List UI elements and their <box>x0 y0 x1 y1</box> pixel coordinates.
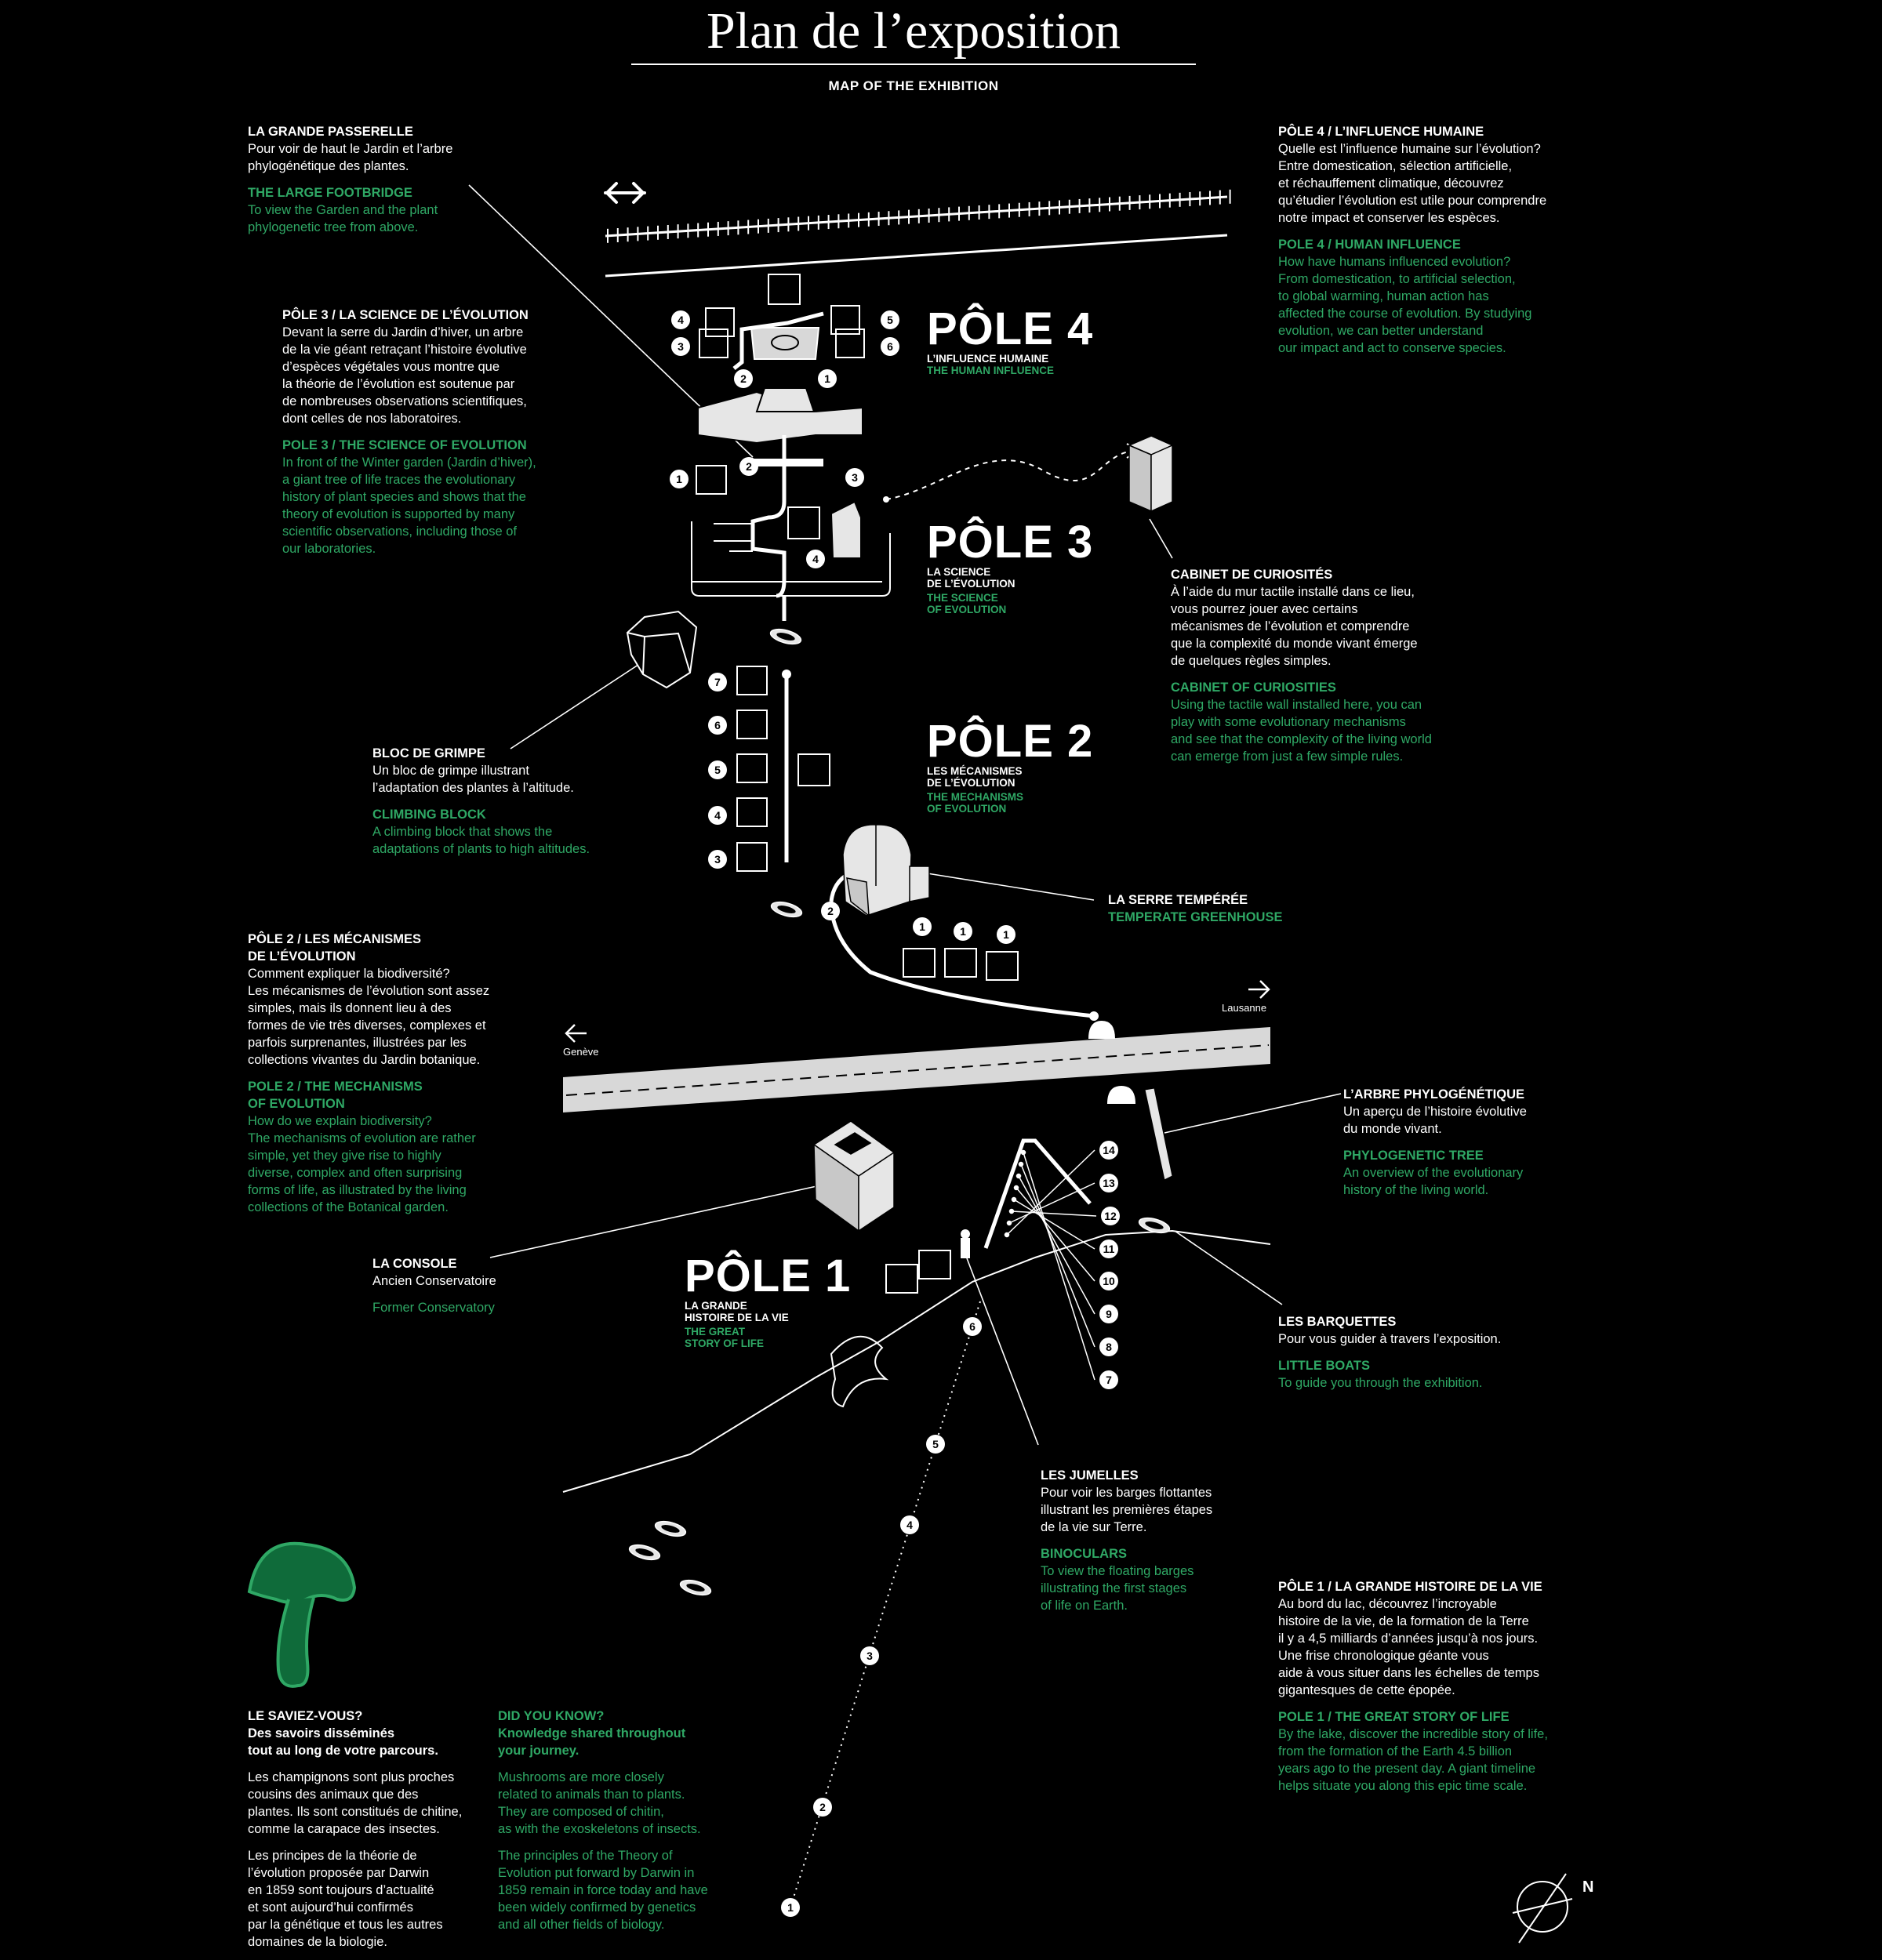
route-marker <box>1099 1174 1118 1192</box>
info-pole4 <box>1278 123 1546 357</box>
pole1-label: PÔLE 1 LA GRANDE HISTOIRE DE LA VIE THE GREAT STORY OF LIFE <box>685 1250 852 1349</box>
block-line-en: How do we explain biodiversity? <box>248 1114 432 1128</box>
info-did-you-know-en: DID YOU KNOW? Knowledge shared throughout your journey. Mushrooms are more closely related to animals than to plants. They are composed of chitin, as with the exoskeletons of insects. The principles of the Theory of Evolution put forward by Darwin in 1859 remain in force today and have been widely confirmed by genetics and all other fields of biology. <box>498 1709 708 1932</box>
svg-text:8: 8 <box>1106 1341 1112 1353</box>
block-line: de la vie géant retraçant l’histoire évolutive <box>282 343 527 357</box>
info-climbing-block <box>372 745 590 858</box>
block-line-en: scientific observations, including those of <box>282 524 517 539</box>
block-line: qu’étudier l’évolution est utile pour comprendre <box>1278 194 1547 208</box>
block-heading: BLOC DE GRIMPE <box>372 746 485 760</box>
svg-text:1: 1 <box>1003 928 1009 941</box>
route-marker <box>926 1435 945 1454</box>
block-heading-en: CLIMBING BLOCK <box>372 808 486 822</box>
svg-text:6: 6 <box>887 340 893 353</box>
block-line-en: forms of life, as illustrated by the living <box>248 1183 467 1197</box>
route-marker <box>821 902 840 920</box>
block-heading: LES JUMELLES <box>1041 1468 1139 1483</box>
route-marker <box>1099 1141 1118 1160</box>
route-marker <box>708 716 727 735</box>
info-pole1 <box>1278 1578 1548 1795</box>
svg-text:4: 4 <box>678 314 684 326</box>
block-heading: LA CONSOLE <box>372 1257 457 1271</box>
block-line-en: from the formation of the Earth 4.5 billion <box>1278 1744 1513 1759</box>
block-heading-en: CABINET OF CURIOSITIES <box>1171 681 1336 695</box>
svg-text:4: 4 <box>906 1519 913 1531</box>
route-marker <box>1099 1370 1118 1389</box>
route-marker <box>860 1646 879 1665</box>
block-line-en: play with some evolutionary mechanisms <box>1171 715 1406 729</box>
block-line-en: a giant tree of life traces the evolutionary <box>282 473 516 487</box>
cabinet-building-icon <box>1129 436 1172 511</box>
block-line-en: adaptations of plants to high altitudes. <box>372 842 590 856</box>
block-line: il y a 4,5 milliards d’années jusqu’à nos jours. <box>1278 1632 1539 1646</box>
block-line-en: A climbing block that shows the <box>372 825 553 839</box>
info-phylogenetic-tree <box>1343 1086 1527 1199</box>
block-line: Au bord du lac, découvrez l’incroyable <box>1278 1597 1497 1611</box>
svg-text:3: 3 <box>867 1650 873 1662</box>
info-pole2 <box>248 931 489 1216</box>
block-line: histoire de la vie, de la formation de la Terre <box>1278 1614 1529 1628</box>
block-line-en: our laboratories. <box>282 542 376 556</box>
block-line: de nombreuses observations scientifiques, <box>282 394 527 408</box>
svg-text:2: 2 <box>819 1801 826 1813</box>
block-heading-en: POLE 1 / THE GREAT STORY OF LIFE <box>1278 1710 1510 1724</box>
block-line-en: helps situate you along this epic time scale. <box>1278 1779 1528 1793</box>
block-heading-en: POLE 2 / THE MECHANISMS <box>248 1080 423 1094</box>
pole2-label: PÔLE 2 LES MÉCANISMES DE L’ÉVOLUTION THE MECHANISMS OF EVOLUTION <box>927 716 1094 815</box>
block-heading-en: BINOCULARS <box>1041 1547 1127 1561</box>
block-line: et réchauffement climatique, découvrez <box>1278 176 1504 191</box>
block-line: Entre domestication, sélection artificielle, <box>1278 159 1513 173</box>
block-line-en: affected the course of evolution. By studying <box>1278 307 1532 321</box>
route-marker <box>1101 1207 1120 1225</box>
info-cabinet <box>1171 566 1432 765</box>
block-heading-en: LITTLE BOATS <box>1278 1359 1371 1373</box>
route-marker <box>997 925 1015 944</box>
block-line: mécanismes de l’évolution et comprendre <box>1171 619 1410 633</box>
info-pole3 <box>282 307 536 557</box>
svg-text:1: 1 <box>676 473 682 485</box>
route-marker <box>954 922 972 941</box>
block-line: de la vie sur Terre. <box>1041 1520 1147 1534</box>
block-line: gigantesques de cette épopée. <box>1278 1683 1455 1697</box>
block-line-en: An overview of the evolutionary <box>1343 1166 1524 1180</box>
boat-icon <box>770 899 804 920</box>
block-heading-en: OF EVOLUTION <box>248 1097 345 1111</box>
block-line: collections vivantes du Jardin botanique. <box>248 1053 481 1067</box>
route-dot <box>883 496 889 503</box>
pole4-area <box>698 274 864 459</box>
block-line: vous pourrez jouer avec certains <box>1171 602 1358 616</box>
block-heading: PÔLE 1 / LA GRANDE HISTOIRE DE LA VIE <box>1278 1580 1542 1594</box>
block-line: Comment expliquer la biodiversité? <box>248 967 450 981</box>
block-line: Une frise chronologique géante vous <box>1278 1649 1489 1663</box>
block-line: Un aperçu de l’histoire évolutive <box>1343 1105 1527 1119</box>
block-heading: PÔLE 3 / LA SCIENCE DE L’ÉVOLUTION <box>282 308 529 322</box>
block-line: À l’aide du mur tactile installé dans ce lieu, <box>1171 585 1415 599</box>
route-marker <box>739 457 758 476</box>
city-geneve: Genève <box>563 1046 599 1058</box>
svg-text:4: 4 <box>812 553 819 565</box>
route-marker <box>1099 1272 1118 1290</box>
info-passerelle <box>248 123 452 236</box>
route-marker <box>1099 1240 1118 1258</box>
boat-icon <box>769 626 803 647</box>
pole3-area <box>692 463 890 621</box>
svg-text:11: 11 <box>1103 1243 1115 1255</box>
svg-text:7: 7 <box>714 676 721 688</box>
block-heading: DE L’ÉVOLUTION <box>248 949 356 964</box>
route-marker <box>1099 1305 1118 1323</box>
compass-icon <box>1513 1874 1572 1943</box>
route-marker <box>881 337 899 356</box>
train-station-icon <box>605 183 645 202</box>
mushroom-icon <box>249 1544 354 1686</box>
block-line-en: can emerge from just a few simple rules. <box>1171 750 1404 764</box>
info-temperate-greenhouse <box>1108 891 1282 926</box>
block-line-en: of life on Earth. <box>1041 1599 1128 1613</box>
block-line-en: Former Conservatory <box>372 1301 495 1315</box>
block-line-en: phylogenetic tree from above. <box>248 220 419 234</box>
block-line: Les mécanismes de l’évolution sont assez <box>248 984 490 998</box>
climbing-block-icon <box>627 612 696 688</box>
compass-north-label: N <box>1582 1878 1594 1896</box>
city-lausanne: Lausanne <box>1222 1002 1267 1014</box>
block-line-en: To guide you through the exhibition. <box>1278 1376 1483 1390</box>
page-subtitle: MAP OF THE EXHIBITION <box>828 78 999 93</box>
svg-text:1: 1 <box>824 372 830 385</box>
route-marker <box>708 850 727 869</box>
block-line-en: theory of evolution is supported by many <box>282 507 515 521</box>
block-line-en: evolution, we can better understand <box>1278 324 1484 338</box>
pointer-lines <box>469 185 1341 1445</box>
route-marker <box>708 673 727 691</box>
block-line-en: simple, yet they give rise to highly <box>248 1149 441 1163</box>
route-marker <box>1099 1338 1118 1356</box>
block-heading: LES BARQUETTES <box>1278 1315 1397 1329</box>
route-marker <box>806 550 825 568</box>
block-line-en: our impact and act to conserve species. <box>1278 341 1506 355</box>
svg-text:1: 1 <box>787 1901 794 1914</box>
svg-text:14: 14 <box>1103 1144 1115 1156</box>
route-marker <box>913 917 932 936</box>
block-heading-en: THE LARGE FOOTBRIDGE <box>248 186 412 200</box>
block-heading: PÔLE 2 / LES MÉCANISMES <box>248 932 421 946</box>
block-line-en: and see that the complexity of the living world <box>1171 732 1432 746</box>
route-marker <box>881 310 899 329</box>
route-marker <box>845 468 864 487</box>
block-line: Quelle est l’influence humaine sur l’évolution? <box>1278 142 1541 156</box>
route-marker <box>818 369 837 388</box>
block-line-en: To view the Garden and the plant <box>248 203 438 217</box>
block-line: phylogénétique des plantes. <box>248 159 409 173</box>
block-line: d’espèces végétales vous montre que <box>282 360 500 374</box>
route-marker <box>671 337 690 356</box>
block-line-en: illustrating the first stages <box>1041 1581 1187 1595</box>
block-heading-en: POLE 3 / THE SCIENCE OF EVOLUTION <box>282 438 527 452</box>
block-line: parfois surprenantes, illustrées par les <box>248 1036 467 1050</box>
svg-text:2: 2 <box>827 905 834 917</box>
block-heading: LA SERRE TEMPÉRÉE <box>1108 893 1248 907</box>
dome-icon <box>1088 1021 1115 1039</box>
block-line: Devant la serre du Jardin d’hiver, un arbre <box>282 325 524 339</box>
road <box>563 1027 1270 1112</box>
console-building-icon <box>814 1121 894 1231</box>
block-line: de quelques règles simples. <box>1171 654 1332 668</box>
block-line-en: The mechanisms of evolution are rather <box>248 1131 476 1145</box>
block-line: simples, mais ils donnent lieu à des <box>248 1001 452 1015</box>
geneve-arrow-icon <box>566 1025 587 1042</box>
block-heading: CABINET DE CURIOSITÉS <box>1171 568 1333 582</box>
info-barquettes <box>1278 1313 1501 1392</box>
phylogenetic-tree-panel <box>1145 1088 1172 1180</box>
block-line: aide à vous situer dans les échelles de temps <box>1278 1666 1539 1680</box>
svg-text:1: 1 <box>960 925 966 938</box>
block-line: Pour vous guider à travers l’exposition. <box>1278 1332 1502 1346</box>
svg-text:13: 13 <box>1103 1177 1115 1189</box>
block-line: dont celles de nos laboratoires. <box>282 412 462 426</box>
block-line-en: to global warming, human action has <box>1278 289 1489 303</box>
block-heading-en: PHYLOGENETIC TREE <box>1343 1149 1484 1163</box>
svg-text:3: 3 <box>678 340 684 353</box>
route-marker <box>708 760 727 779</box>
info-jumelles <box>1041 1467 1212 1614</box>
svg-text:6: 6 <box>969 1320 976 1333</box>
svg-text:7: 7 <box>1106 1374 1112 1386</box>
block-line: Ancien Conservatoire <box>372 1274 496 1288</box>
dome-icon-south <box>1107 1086 1135 1104</box>
boat-icon <box>654 1519 688 1539</box>
boat-icon <box>679 1577 713 1598</box>
block-line: la théorie de l’évolution est soutenue par <box>282 377 515 391</box>
svg-text:4: 4 <box>714 809 721 822</box>
block-line-en: By the lake, discover the incredible story of life, <box>1278 1727 1548 1741</box>
route-marker <box>963 1317 982 1336</box>
block-heading: L’ARBRE PHYLOGÉNÉTIQUE <box>1343 1087 1525 1102</box>
svg-text:1: 1 <box>919 920 925 933</box>
block-line: Pour voir de haut le Jardin et l’arbre <box>248 142 453 156</box>
block-line: Pour voir les barges flottantes <box>1041 1486 1212 1500</box>
cabinet-route <box>886 451 1137 499</box>
block-line: formes de vie très diverses, complexes et <box>248 1018 486 1033</box>
block-line: que la complexité du monde vivant émerge <box>1171 637 1418 651</box>
route-marker <box>708 806 727 825</box>
block-line: l’adaptation des plantes à l’altitude. <box>372 781 574 795</box>
block-line-en: history of the living world. <box>1343 1183 1489 1197</box>
svg-text:2: 2 <box>746 460 752 473</box>
route-marker <box>900 1515 919 1534</box>
block-line-en: Using the tactile wall installed here, you can <box>1171 698 1422 712</box>
page-title: Plan de l’exposition <box>707 2 1121 60</box>
block-line-en: diverse, complex and often surprising <box>248 1166 463 1180</box>
block-line-en: To view the floating barges <box>1041 1564 1194 1578</box>
block-line: notre impact et conserver les espèces. <box>1278 211 1500 225</box>
svg-text:5: 5 <box>887 314 893 326</box>
svg-text:2: 2 <box>740 372 747 385</box>
block-line: illustrant les premières étapes <box>1041 1503 1213 1517</box>
block-line-en: history of plant species and shows that the <box>282 490 526 504</box>
route-marker <box>670 470 688 488</box>
block-line: Un bloc de grimpe illustrant <box>372 764 529 778</box>
lausanne-arrow-icon <box>1248 981 1269 998</box>
boat-icon <box>628 1542 662 1563</box>
info-console <box>372 1255 496 1316</box>
route-marker <box>734 369 753 388</box>
svg-text:12: 12 <box>1104 1210 1117 1222</box>
block-line-en: From domestication, to artificial selection, <box>1278 272 1516 286</box>
block-heading: PÔLE 4 / L’INFLUENCE HUMAINE <box>1278 125 1484 139</box>
block-line-en: How have humans influenced evolution? <box>1278 255 1511 269</box>
block-heading-en: TEMPERATE GREENHOUSE <box>1108 910 1283 924</box>
block-heading: LA GRANDE PASSERELLE <box>248 125 413 139</box>
block-line-en: In front of the Winter garden (Jardin d’hiver), <box>282 456 536 470</box>
block-line-en: years ago to the present day. A giant timeline <box>1278 1762 1536 1776</box>
svg-text:5: 5 <box>932 1438 939 1450</box>
info-did-you-know-fr: LE SAVIEZ-VOUS? Des savoirs disséminés tout au long de votre parcours. Les champignons sont plus proches cousins des animaux que des plantes. Ils sont constitués de chitine, comme la carapace des insectes. Les principes de la théorie de l’évolution proposée par Darwin en 1859 sont toujours d’actualité et sont aujourd’hui confirmés par la génétique et tous les autres domaines de la biologie. <box>248 1709 463 1949</box>
pole3-label: PÔLE 3 LA SCIENCE DE L’ÉVOLUTION THE SCIENCE OF EVOLUTION <box>927 517 1094 615</box>
svg-text:3: 3 <box>714 853 721 866</box>
svg-text:5: 5 <box>714 764 721 776</box>
svg-text:9: 9 <box>1106 1308 1112 1320</box>
svg-text:10: 10 <box>1103 1275 1115 1287</box>
block-line: du monde vivant. <box>1343 1122 1442 1136</box>
pole4-label: PÔLE 4 L’INFLUENCE HUMAINE THE HUMAN INFLUENCE <box>927 303 1094 376</box>
greenhouse-icon <box>843 825 929 916</box>
block-heading-en: POLE 4 / HUMAN INFLUENCE <box>1278 238 1461 252</box>
railway <box>605 190 1230 276</box>
svg-text:6: 6 <box>714 719 721 731</box>
route-marker <box>781 1898 800 1917</box>
route-marker <box>671 310 690 329</box>
route-marker <box>813 1798 832 1817</box>
svg-text:3: 3 <box>852 471 858 484</box>
block-line-en: collections of the Botanical garden. <box>248 1200 449 1214</box>
